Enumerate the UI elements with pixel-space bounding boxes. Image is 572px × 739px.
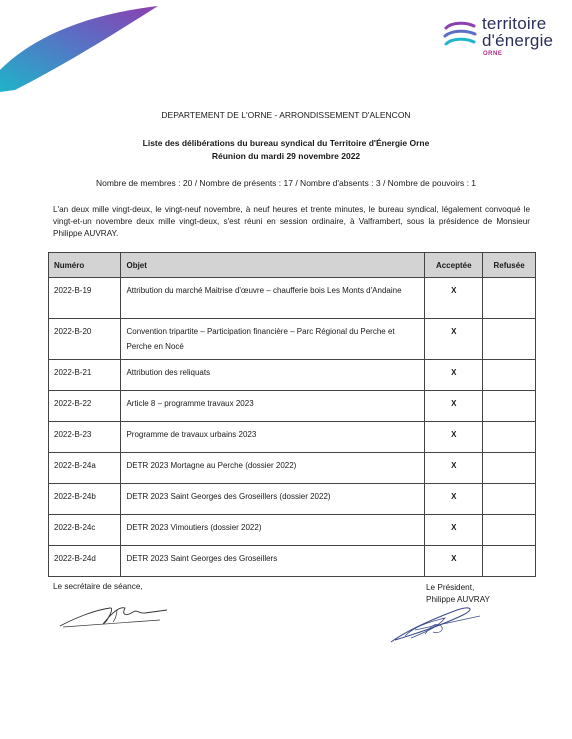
row-numero: 2022-B-20 <box>49 319 121 360</box>
row-acceptee: X <box>425 453 483 484</box>
row-refusee <box>483 484 536 515</box>
row-refusee <box>483 546 536 577</box>
deliberations-table <box>48 252 536 577</box>
table-row <box>49 422 536 453</box>
decorative-swoosh <box>0 0 170 100</box>
row-acceptee: X <box>425 484 483 515</box>
department-line: DEPARTEMENT DE L'ORNE - ARRONDISSEMENT D'ALENCON <box>161 110 411 120</box>
row-numero: 2022-B-24a <box>49 453 121 484</box>
row-refusee <box>483 422 536 453</box>
row-acceptee: X <box>425 319 483 360</box>
logo-name-line2: d'énergie <box>482 31 554 50</box>
logo-sub: ORNE <box>483 51 503 57</box>
table-row <box>49 484 536 515</box>
row-objet: Convention tripartite – Participation financière – Parc Régional du Perche et Perche en Nocé <box>121 319 425 360</box>
row-numero: 2022-B-21 <box>49 360 121 391</box>
row-numero: 2022-B-24b <box>49 484 121 515</box>
president-label: Le Président, <box>426 583 475 592</box>
row-acceptee: X <box>425 360 483 391</box>
row-acceptee: X <box>425 546 483 577</box>
row-numero: 2022-B-24c <box>49 515 121 546</box>
row-acceptee: X <box>425 391 483 422</box>
header-refusee: Refusée <box>483 253 536 278</box>
attendance-stats: Nombre de membres : 20 / Nombre de présents : 17 / Nombre d'absents : 3 / Nombre de pouvoirs : 1 <box>95 178 477 188</box>
row-numero: 2022-B-22 <box>49 391 121 422</box>
row-objet: Attribution du marché Maitrise d'œuvre – chaufferie bois Les Monts d'Andaine <box>121 278 425 319</box>
row-objet: Article 8 – programme travaux 2023 <box>121 391 425 422</box>
secretary-signature <box>55 596 175 636</box>
header-numero: Numéro <box>49 253 121 278</box>
president-name: Philippe AUVRAY <box>426 595 491 604</box>
table-row <box>49 515 536 546</box>
row-refusee <box>483 319 536 360</box>
row-objet: DETR 2023 Saint Georges des Groseillers (dossier 2022) <box>121 484 425 515</box>
row-numero: 2022-B-23 <box>49 422 121 453</box>
logo-mark-icon <box>442 18 478 54</box>
intro-paragraph: L'an deux mille vingt-deux, le vingt-neuf novembre, à neuf heures et trente minutes, le bureau syndical, légalement convoqué le vingt-et-un novembre deux mille vingt-deux, s'est réuni en session ordinaire, à Valframbert, sous la présidence de Monsieur Philippe AUVRAY. <box>53 205 530 238</box>
table-row <box>49 278 536 319</box>
row-refusee <box>483 360 536 391</box>
meeting-date: Réunion du mardi 29 novembre 2022 <box>211 151 361 161</box>
row-objet: Programme de travaux urbains 2023 <box>121 422 425 453</box>
row-numero: 2022-B-24d <box>49 546 121 577</box>
row-refusee <box>483 515 536 546</box>
row-objet: DETR 2023 Saint Georges des Groseillers <box>121 546 425 577</box>
table-row <box>49 546 536 577</box>
secretary-label: Le secrétaire de séance, <box>53 582 143 591</box>
row-numero: 2022-B-19 <box>49 278 121 319</box>
header-acceptee: Acceptée <box>425 253 483 278</box>
row-refusee <box>483 278 536 319</box>
table-row <box>49 453 536 484</box>
table-row <box>49 360 536 391</box>
row-objet: DETR 2023 Vimoutiers (dossier 2022) <box>121 515 425 546</box>
row-acceptee: X <box>425 422 483 453</box>
president-signature <box>385 600 485 650</box>
logo-name-line1: territoire <box>482 14 547 33</box>
row-refusee <box>483 453 536 484</box>
table-header-row <box>49 253 536 278</box>
document-title: Liste des délibérations du bureau syndical du Territoire d'Énergie Orne <box>142 138 430 148</box>
row-refusee <box>483 391 536 422</box>
table-row <box>49 391 536 422</box>
row-acceptee: X <box>425 515 483 546</box>
header-objet: Objet <box>121 253 425 278</box>
row-acceptee: X <box>425 278 483 319</box>
row-objet: Attribution des reliquats <box>121 360 425 391</box>
row-objet: DETR 2023 Mortagne au Perche (dossier 2022) <box>121 453 425 484</box>
logo <box>442 14 562 64</box>
table-row <box>49 319 536 360</box>
